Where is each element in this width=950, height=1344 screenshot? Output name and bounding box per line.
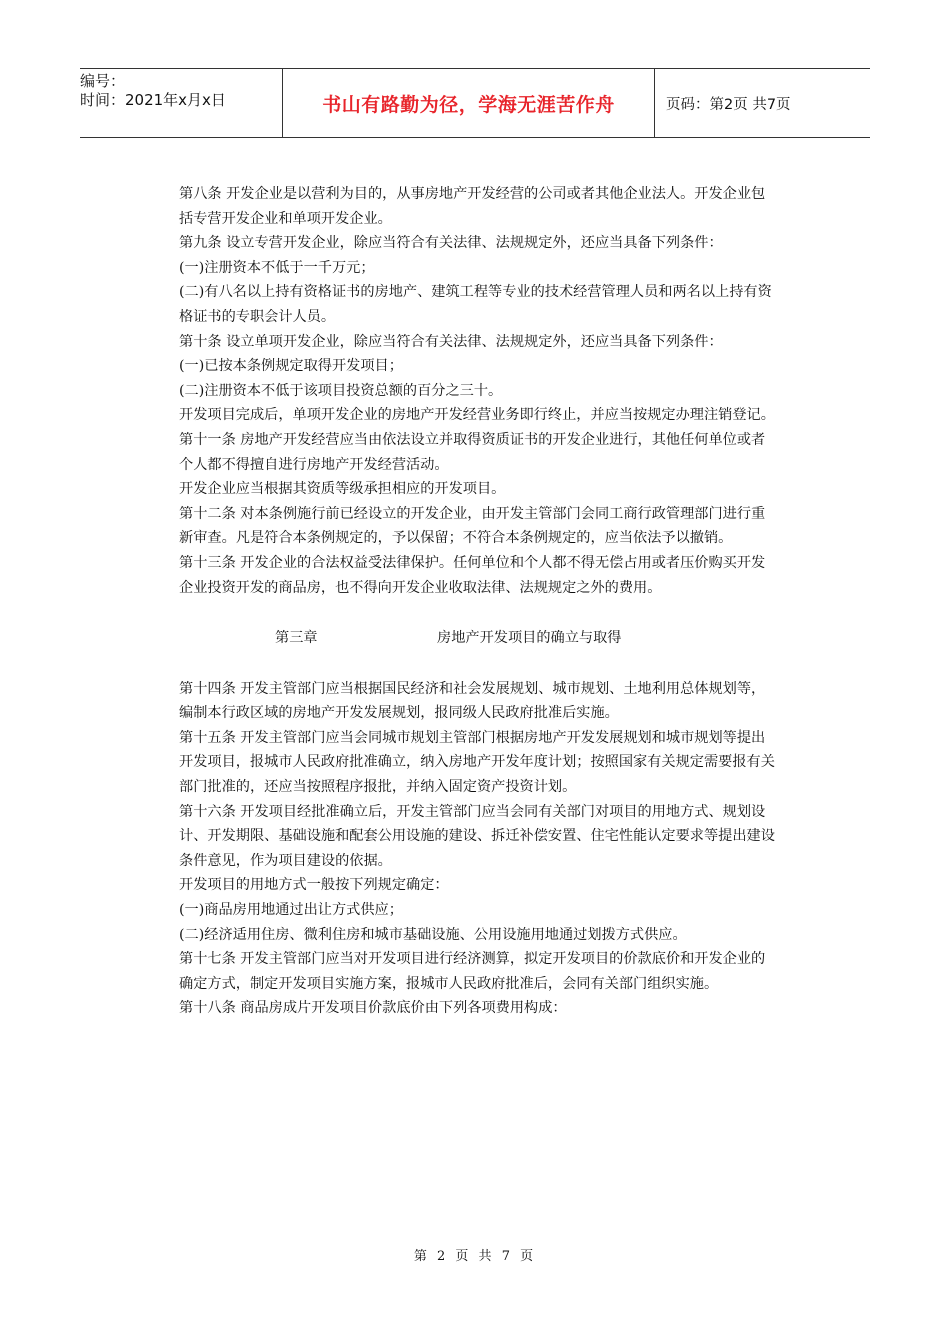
- paragraph: 开发企业应当根据其资质等级承担相应的开发项目。: [179, 481, 506, 498]
- header-page-number: 页码：第2页 共7页: [666, 96, 791, 113]
- paragraph: (二)注册资本不低于该项目投资总额的百分之三十。: [179, 382, 503, 399]
- paragraph: 开发项目完成后，单项开发企业的房地产开发经营业务即行终止，并应当按规定办理注销登记。: [179, 407, 775, 424]
- document-number-label: 编号：: [80, 72, 126, 90]
- document-body: [179, 182, 779, 1021]
- header-motto: 书山有路勤为径，学海无涯苦作舟: [322, 93, 615, 116]
- paragraph: (一)商品房用地通过出让方式供应；: [179, 902, 403, 919]
- paragraph: 第十四条 开发主管部门应当根据国民经济和社会发展规划、城市规划、土地利用总体规划等，编制本行政区域的房地产开发发展规划，报同级人民政府批准后实施。: [179, 680, 766, 722]
- chapter-title: 房地产开发项目的确立与取得: [437, 630, 622, 647]
- paragraph: 第十三条 开发企业的合法权益受法律保护。任何单位和个人都不得无偿占用或者压价购买开发企业投资开发的商品房，也不得向开发企业收取法律、法规规定之外的费用。: [179, 554, 766, 596]
- page-footer: 第 2 页 共 7 页: [413, 1249, 537, 1264]
- paragraph: (二)有八名以上持有资格证书的房地产、建筑工程等专业的技术经营管理人员和两名以上持有资格证书的专职会计人员。: [179, 284, 772, 325]
- chapter-heading: [179, 626, 779, 651]
- paragraph: 第十五条 开发主管部门应当会同城市规划主管部门根据房地产开发发展规划和城市规划等提出开发项目，报城市人民政府批准确立，纳入房地产开发年度计划；按照国家有关规定需要报有关部门批准的，还应当按照程序报批，并纳入固定资产投资计划。: [179, 729, 775, 796]
- paragraph: 第十一条 房地产开发经营应当由依法设立并取得资质证书的开发企业进行，其他任何单位或者个人都不得擅自进行房地产开发经营活动。: [179, 431, 766, 473]
- paragraph: (一)已按本条例规定取得开发项目；: [179, 358, 403, 375]
- paragraph: (二)经济适用住房、微利住房和城市基础设施、公用设施用地通过划拨方式供应。: [179, 926, 687, 943]
- paragraph: 第十二条 对本条例施行前已经设立的开发企业，由开发主管部门会同工商行政管理部门进行重新审查。凡是符合本条例规定的，予以保留；不符合本条例规定的，应当依法予以撤销。: [179, 505, 766, 547]
- paragraph: 第九条 设立专营开发企业，除应当符合有关法律、法规规定外，还应当具备下列条件：: [179, 235, 723, 252]
- paragraph: 第十八条 商品房成片开发项目价款底价由下列各项费用构成：: [179, 1000, 567, 1017]
- paragraph: 第十条 设立单项开发企业，除应当符合有关法律、法规规定外，还应当具备下列条件：: [179, 333, 723, 350]
- document-date-label: 时间：2021年x月x日: [80, 91, 226, 109]
- paragraph: 开发项目的用地方式一般按下列规定确定：: [179, 877, 449, 894]
- header-divider: [654, 69, 655, 137]
- paragraph: 第八条 开发企业是以营利为目的，从事房地产开发经营的公司或者其他企业法人。开发企业包括专营开发企业和单项开发企业。: [179, 186, 766, 227]
- chapter-number: 第三章: [275, 630, 318, 647]
- paragraph: (一)注册资本不低于一千万元；: [179, 259, 375, 276]
- paragraph: 第十七条 开发主管部门应当对开发项目进行经济测算，拟定开发项目的价款底价和开发企业的确定方式，制定开发项目实施方案，报城市人民政府批准后，会同有关部门组织实施。: [179, 951, 766, 992]
- page-header: [80, 68, 870, 138]
- header-info: [80, 69, 281, 137]
- paragraph: 第十六条 开发项目经批准确立后，开发主管部门应当会同有关部门对项目的用地方式、规划设计、开发期限、基础设施和配套公用设施的建设、拆迁补偿安置、住宅性能认定要求等提出建设条件意见，作为项目建设的依据。: [179, 803, 775, 869]
